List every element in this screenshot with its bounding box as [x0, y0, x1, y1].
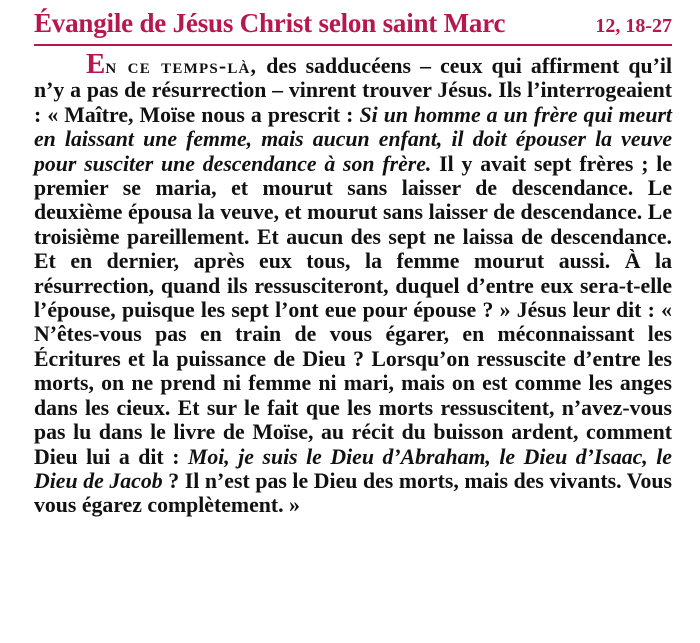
opening-smallcaps: n ce temps-là, — [105, 54, 258, 78]
document-page — [34, 8, 672, 518]
quote-god-of-abraham: Moi, je suis le Dieu d’Abraham, le Dieu d’Isaac, le Dieu de Jacob — [34, 444, 672, 493]
gospel-passage — [34, 48, 672, 518]
page-header — [34, 8, 672, 46]
verse-reference: 12, 18-27 — [595, 15, 672, 37]
drop-cap: E — [86, 48, 106, 80]
passage-part-2: Il y avait sept frères ; le premier se maria, et mourut sans laisser de descendance. Le deuxième épousa la veuve, et mourut sans laisser de descendance. Le troisième pareillement. Et aucun des sept ne laissa de descendance. Et en dernier, après eux tous, la femme mourut aussi. À la résurrection, quand ils ressusciteront, duquel d’entre eux sera-t-elle l’épouse, puisque les sept l’ont eue pour épouse ? » Jésus leur dit : « N’êtes-vous pas en train de vous égarer, en méconnaissant les Écritures et la puissance de Dieu ? Lorsqu’on ressuscite d’entre les morts, on ne prend ni femme ni mari, mais on est comme les anges dans les cieux. Et sur le fait que les morts ressuscitent, n’avez-vous pas lu dans le livre de Moïse, au récit du buisson ardent, comment Dieu lui a dit : — [34, 151, 672, 469]
gospel-title: Évangile de Jésus Christ selon saint Marc — [34, 8, 506, 38]
quote-moses-law: Si un homme a un frère qui meurt en laissant une femme, mais aucun enfant, il doit épouser la veuve pour susciter une descendance à son frère. — [34, 102, 672, 176]
passage-part-3: ? Il n’est pas le Dieu des morts, mais des vivants. Vous vous égarez complètement. » — [34, 468, 672, 518]
passage-part-1: des sadducéens – ceux qui affirment qu’il n’y a pas de résurrection – vinrent trouver Jésus. Ils l’interrogeaient : « Maître, Moïse nous a prescrit : — [34, 54, 672, 127]
